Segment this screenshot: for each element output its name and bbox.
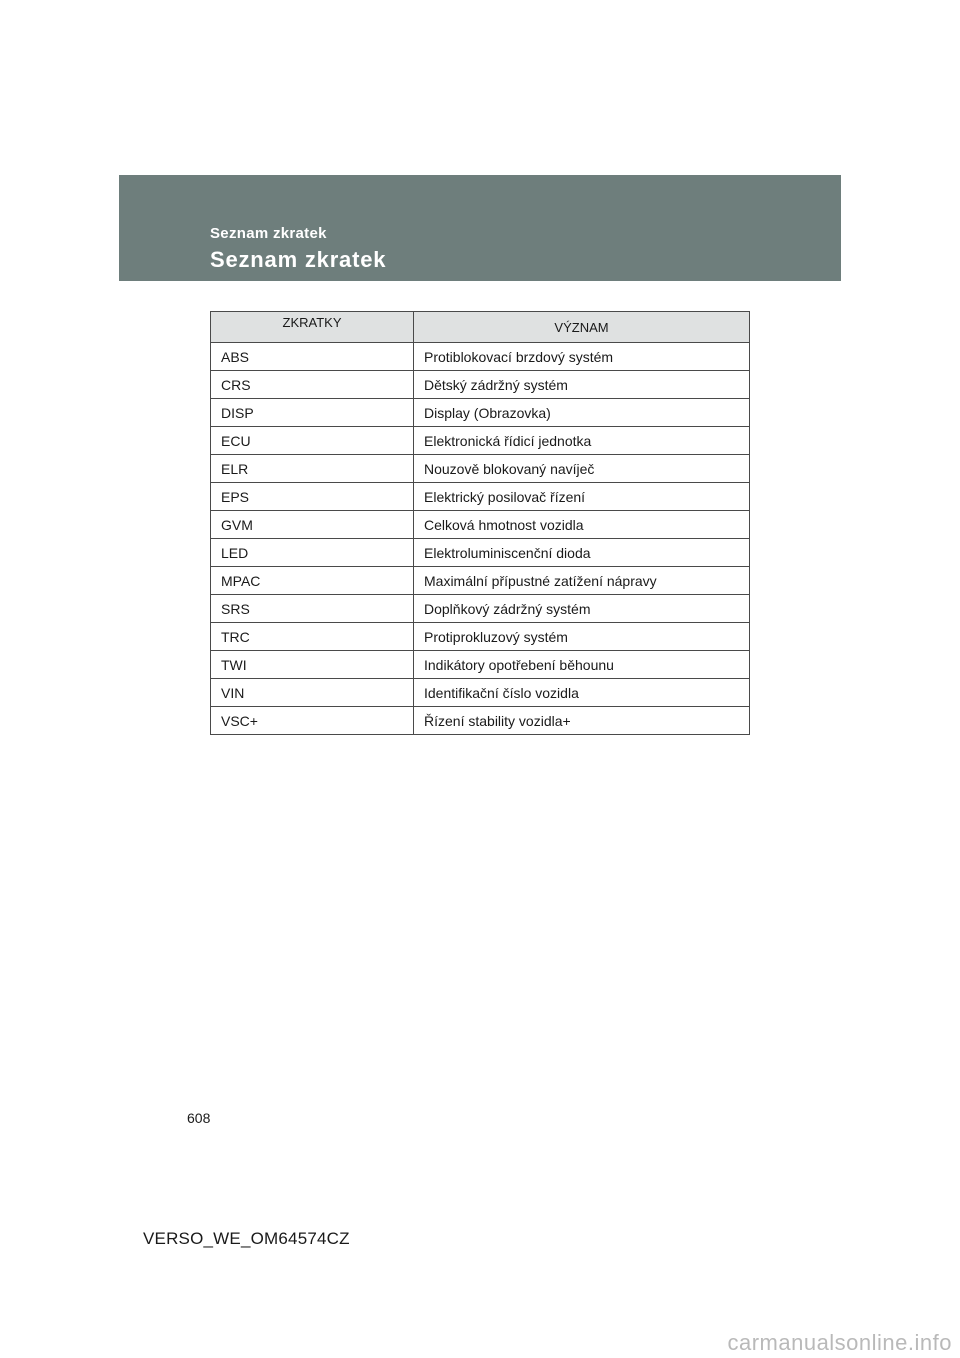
table-row (211, 427, 750, 455)
table-row (211, 343, 750, 371)
meaning-cell: Celková hmotnost vozidla (414, 511, 750, 539)
meaning-cell: Display (Obrazovka) (414, 399, 750, 427)
meaning-cell: Identifikační číslo vozidla (414, 679, 750, 707)
table-row (211, 651, 750, 679)
table-row (211, 371, 750, 399)
table-header-row (211, 312, 750, 343)
watermark: carmanualsonline.info (727, 1330, 952, 1355)
column-header-meaning: VÝZNAM (414, 312, 750, 343)
column-header-abbreviation: ZKRATKY (211, 312, 414, 343)
meaning-cell: Nouzově blokovaný navíječ (414, 455, 750, 483)
abbreviation-cell: ECU (211, 427, 414, 455)
abbreviation-cell: MPAC (211, 567, 414, 595)
table-row (211, 539, 750, 567)
table-row (211, 595, 750, 623)
abbreviation-cell: TRC (211, 623, 414, 651)
table-row (211, 399, 750, 427)
meaning-cell: Protiprokluzový systém (414, 623, 750, 651)
abbreviation-cell: EPS (211, 483, 414, 511)
meaning-cell: Indikátory opotřebení běhounu (414, 651, 750, 679)
meaning-cell: Protiblokovací brzdový systém (414, 343, 750, 371)
abbreviation-cell: SRS (211, 595, 414, 623)
document-code: VERSO_WE_OM64574CZ (143, 1229, 350, 1248)
section-header-band (119, 175, 841, 281)
abbreviation-cell: VSC+ (211, 707, 414, 735)
section-kicker: Seznam zkratek (210, 225, 327, 242)
meaning-cell: Elektronická řídicí jednotka (414, 427, 750, 455)
meaning-cell: Maximální přípustné zatížení nápravy (414, 567, 750, 595)
table-row (211, 623, 750, 651)
table-row (211, 483, 750, 511)
abbreviations-table (210, 311, 750, 735)
meaning-cell: Dětský zádržný systém (414, 371, 750, 399)
table-row (211, 455, 750, 483)
abbreviation-cell: GVM (211, 511, 414, 539)
meaning-cell: Elektrický posilovač řízení (414, 483, 750, 511)
abbreviation-cell: LED (211, 539, 414, 567)
table-row (211, 679, 750, 707)
table-row (211, 511, 750, 539)
page-number: 608 (187, 1110, 211, 1126)
meaning-cell: Doplňkový zádržný systém (414, 595, 750, 623)
abbreviation-cell: ABS (211, 343, 414, 371)
page-title: Seznam zkratek (210, 247, 387, 272)
table-row (211, 707, 750, 735)
abbreviation-cell: DISP (211, 399, 414, 427)
meaning-cell: Elektroluminiscenční dioda (414, 539, 750, 567)
abbreviation-cell: TWI (211, 651, 414, 679)
abbreviation-cell: ELR (211, 455, 414, 483)
abbreviation-cell: CRS (211, 371, 414, 399)
table-row (211, 567, 750, 595)
abbreviation-cell: VIN (211, 679, 414, 707)
meaning-cell: Řízení stability vozidla+ (414, 707, 750, 735)
